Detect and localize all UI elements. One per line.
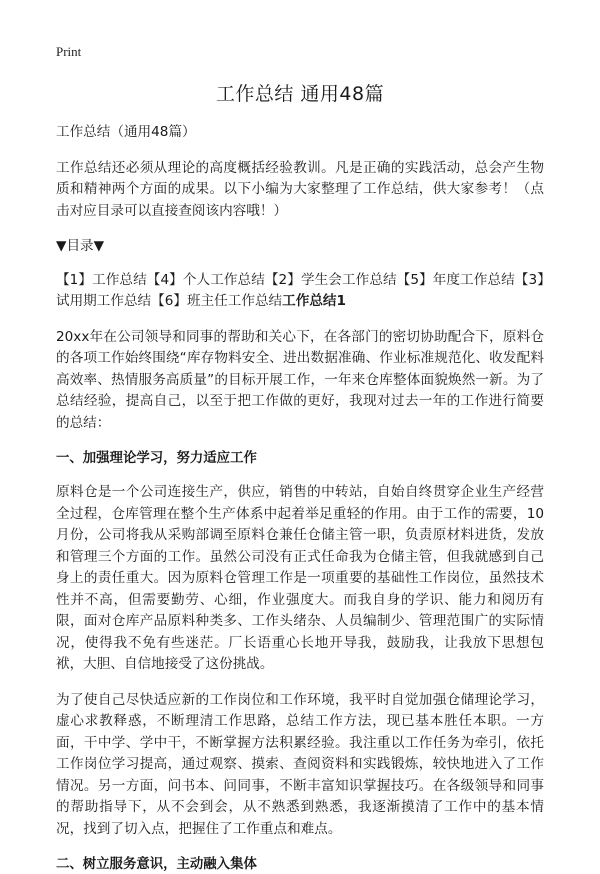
table-of-contents bbox=[56, 270, 544, 313]
body-paragraph-1: 20xx年在公司领导和同事的帮助和关心下，在各部门的密切协助配合下，原料仓的各项工作始终围绕“库存物料安全、进出数据准确、作业标准规范化、收发配料高效率、热情服务高质量”的目标开展工作，一年来仓库整体面貌焕然一新。为了总结经验，提高自己，以至于把工作做的更好，我现对过去一年的工作进行简要的总结： bbox=[56, 328, 544, 431]
section-heading-1: 一、加强理论学习，努力适应工作 bbox=[56, 450, 257, 466]
print-label[interactable]: Print bbox=[56, 44, 82, 59]
toc-current-section: 工作总结1 bbox=[282, 293, 346, 309]
intro-paragraph: 工作总结还必须从理论的高度概括经验教训。凡是正确的实践活动，总会产生物质和精神两个方面的成果。以下小编为大家整理了工作总结，供大家参考！（点击对应目录可以直接查阅该内容哦！） bbox=[56, 159, 544, 219]
toc-heading: ▼目录▼ bbox=[56, 238, 105, 254]
document-subtitle: 工作总结（通用48篇） bbox=[56, 124, 196, 140]
body-paragraph-3: 为了使自己尽快适应新的工作岗位和工作环境，我平时自觉加强仓储理论学习，虚心求教释惑，不断理清工作思路，总结工作方法，现已基本胜任本职。一方面，干中学、学中干，不断掌握方法积累经验。我注重以工作任务为牵引，依托工作岗位学习提高，通过观察、摸索、查阅资料和实践锻炼，较快地进入了工作情况。另一方面，问书本、问同事，不断丰富知识掌握技巧。在各级领导和同事的帮助指导下，从不会到会，从不熟悉到熟悉，我逐渐摸清了工作中的基本情况，找到了切入点，把握住了工作重点和难点。 bbox=[56, 691, 544, 837]
document-title: 工作总结 通用48篇 bbox=[215, 83, 385, 105]
body-paragraph-2: 原料仓是一个公司连接生产，供应，销售的中转站，自始自终贯穿企业生产经营全过程，仓库管理在整个生产体系中起着举足重轻的作用。由于工作的需要，10月份，公司将我从采购部调至原料仓兼任仓储主管一职，负责原材料进货，发放和管理三个方面的工作。虽然公司没有正式任命我为仓储主管，但我就感到自己身上的责任重大。因为原料仓管理工作是一项重要的基础性工作岗位，虽然技术性并不高，但需要勤劳、心细，作业强度大。而我自身的学识、能力和阅历有限，面对仓库产品原料种类多、工作头绪杂、人员编制少、管理范围广的实际情况，使得我不免有些迷茫。厂长语重心长地开导我，鼓励我，让我放下思想包袱，大胆、自信地接受了这份挑战。 bbox=[56, 484, 544, 672]
toc-links[interactable]: 【1】工作总结【4】个人工作总结【2】学生会工作总结【5】年度工作总结【3】试用期工作总结【6】班主任工作总结 bbox=[56, 271, 544, 309]
section-heading-2: 二、树立服务意识，主动融入集体 bbox=[56, 856, 257, 872]
